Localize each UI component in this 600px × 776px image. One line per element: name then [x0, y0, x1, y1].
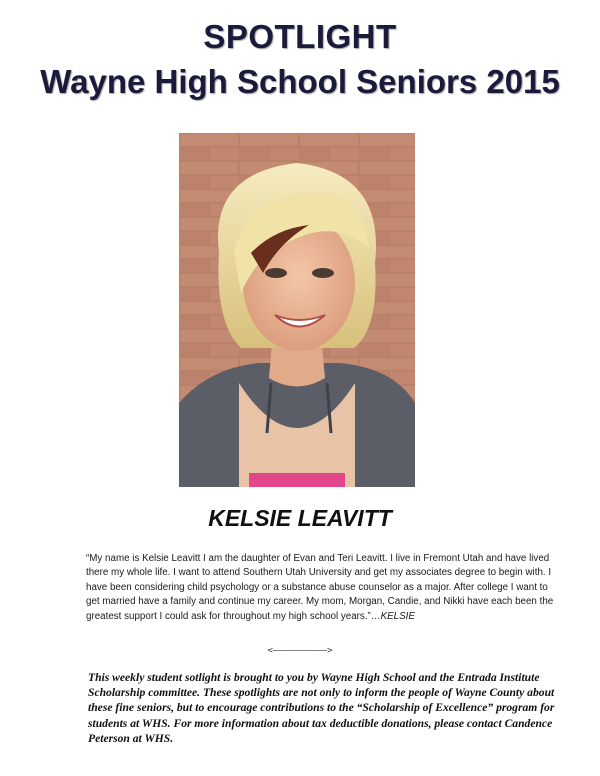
sponsor-footer: This weekly student sotlight is brought to you by Wayne High School and the Entrada Institute Scholarship committee. These spotlights are not only to inform the people of Wayne County about these fine seniors, but to encourage contributions to the “Scholarship of Excellence” program for students at WHS. For more information about tax deductible donations, please contact Candence Peterson at WHS.	[88, 671, 555, 745]
quote-signature: KELSIE	[380, 610, 415, 622]
student-name: KELSIE LEAVITT	[208, 505, 392, 531]
page-title: Wayne High School Seniors 2015	[40, 63, 560, 100]
student-portrait-photo	[179, 133, 415, 487]
student-quote	[86, 552, 556, 624]
quote-text: “My name is Kelsie Leavitt I am the daughter of Evan and Teri Leavitt. I live in Fremont Utah and have lived there my whole life. I want to attend Southern Utah University and get my associates degree to begin with. I have been considering child psychology or a substance abuse counselor as a major. After college I want to get married have a family and continue my career. My mom, Morgan, Candie, and Nikki have each been the greatest support I could ask for throughout my high school years.”…	[86, 553, 554, 622]
section-divider: <——————————>	[267, 646, 333, 656]
spotlight-heading: SPOTLIGHT	[203, 18, 397, 55]
